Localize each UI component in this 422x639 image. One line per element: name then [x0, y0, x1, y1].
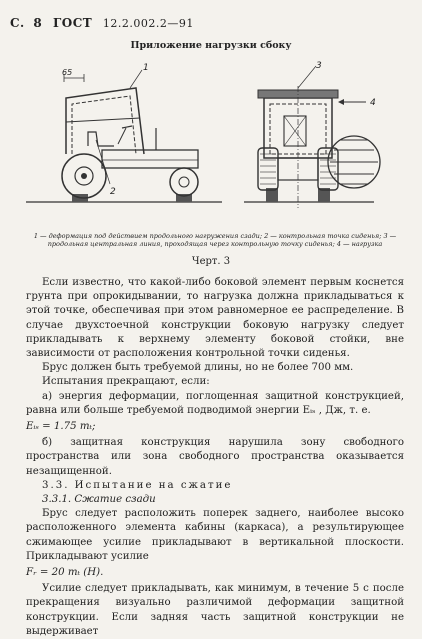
- figure-name: Черт. 3: [191, 256, 231, 267]
- formula-1: Eᵢₛ = 1.75 mₜ;: [26, 421, 96, 433]
- label-2: 2: [110, 187, 116, 197]
- body-text: [26, 276, 404, 639]
- subsection-heading: 3.3.1. Сжатие сзади: [42, 494, 156, 506]
- header-section: С.: [10, 16, 25, 30]
- paragraph-3: Испытания прекращают, если:: [42, 376, 210, 388]
- formula-2: Fᵣ = 20 mₜ (Н).: [26, 567, 104, 579]
- label-3: 3: [316, 61, 322, 71]
- paragraph-7: Усилие следует прикладывать, как минимум, в течение 5 с после прекращения визуально различимой деформации защитной конструкции. Если задняя часть защитной конструкции не выдерживает: [26, 583, 404, 637]
- label-1: 1: [143, 63, 149, 73]
- paragraph-2: Брус должен быть требуемой длины, но не более 700 мм.: [42, 362, 354, 374]
- page-number: 8: [33, 16, 43, 30]
- section-title: Приложение нагрузки сбоку: [130, 40, 292, 51]
- paragraph-6: Брус следует расположить поперек заднего, наиболее высоко расположенного элемента кабины (каркаса), а результирующее сжимающее усилие прикладывают в вертикальной плоскости. Прикладывают усилие: [26, 508, 404, 562]
- tractor-figure: [26, 58, 406, 230]
- paragraph-4: а) энергия деформации, поглощенная защитной конструкцией, равна или больше требуемой подводимой энергии Eᵢₛ , Дж, т. е.: [26, 390, 404, 416]
- paragraph-1: Если известно, что какой-либо боковой элемент первым коснется грунта при опрокидывании, то нагрузка должна прикладываться к этой точке, обеспечивая при этом равномерное ее распределение. В случае двухстоечной конструкции боковую нагрузку следует прикладывать к верхнему элементу боковой стойки, вне зависимости от расположения контрольной точки сиденья.: [26, 277, 404, 360]
- section-heading: 3.3. Испытание на сжатие: [42, 479, 233, 491]
- standard-number: 12.2.002.2—91: [102, 17, 194, 30]
- page-header: [10, 16, 194, 30]
- figure-caption: 1 — деформация под действием продольного нагружения сзади; 2 — контрольная точка сиденья; 3 — продольная центральная линия, проходящая через контрольную точку сиденья; 4 — нагрузка: [33, 232, 397, 248]
- label-4: 4: [370, 98, 376, 108]
- dim-label: 65: [62, 68, 73, 77]
- standard-name: ГОСТ: [52, 16, 93, 30]
- paragraph-5: б) защитная конструкция нарушила зону свободного пространства или зона свободного пространства оказывается незащищенной.: [26, 437, 404, 477]
